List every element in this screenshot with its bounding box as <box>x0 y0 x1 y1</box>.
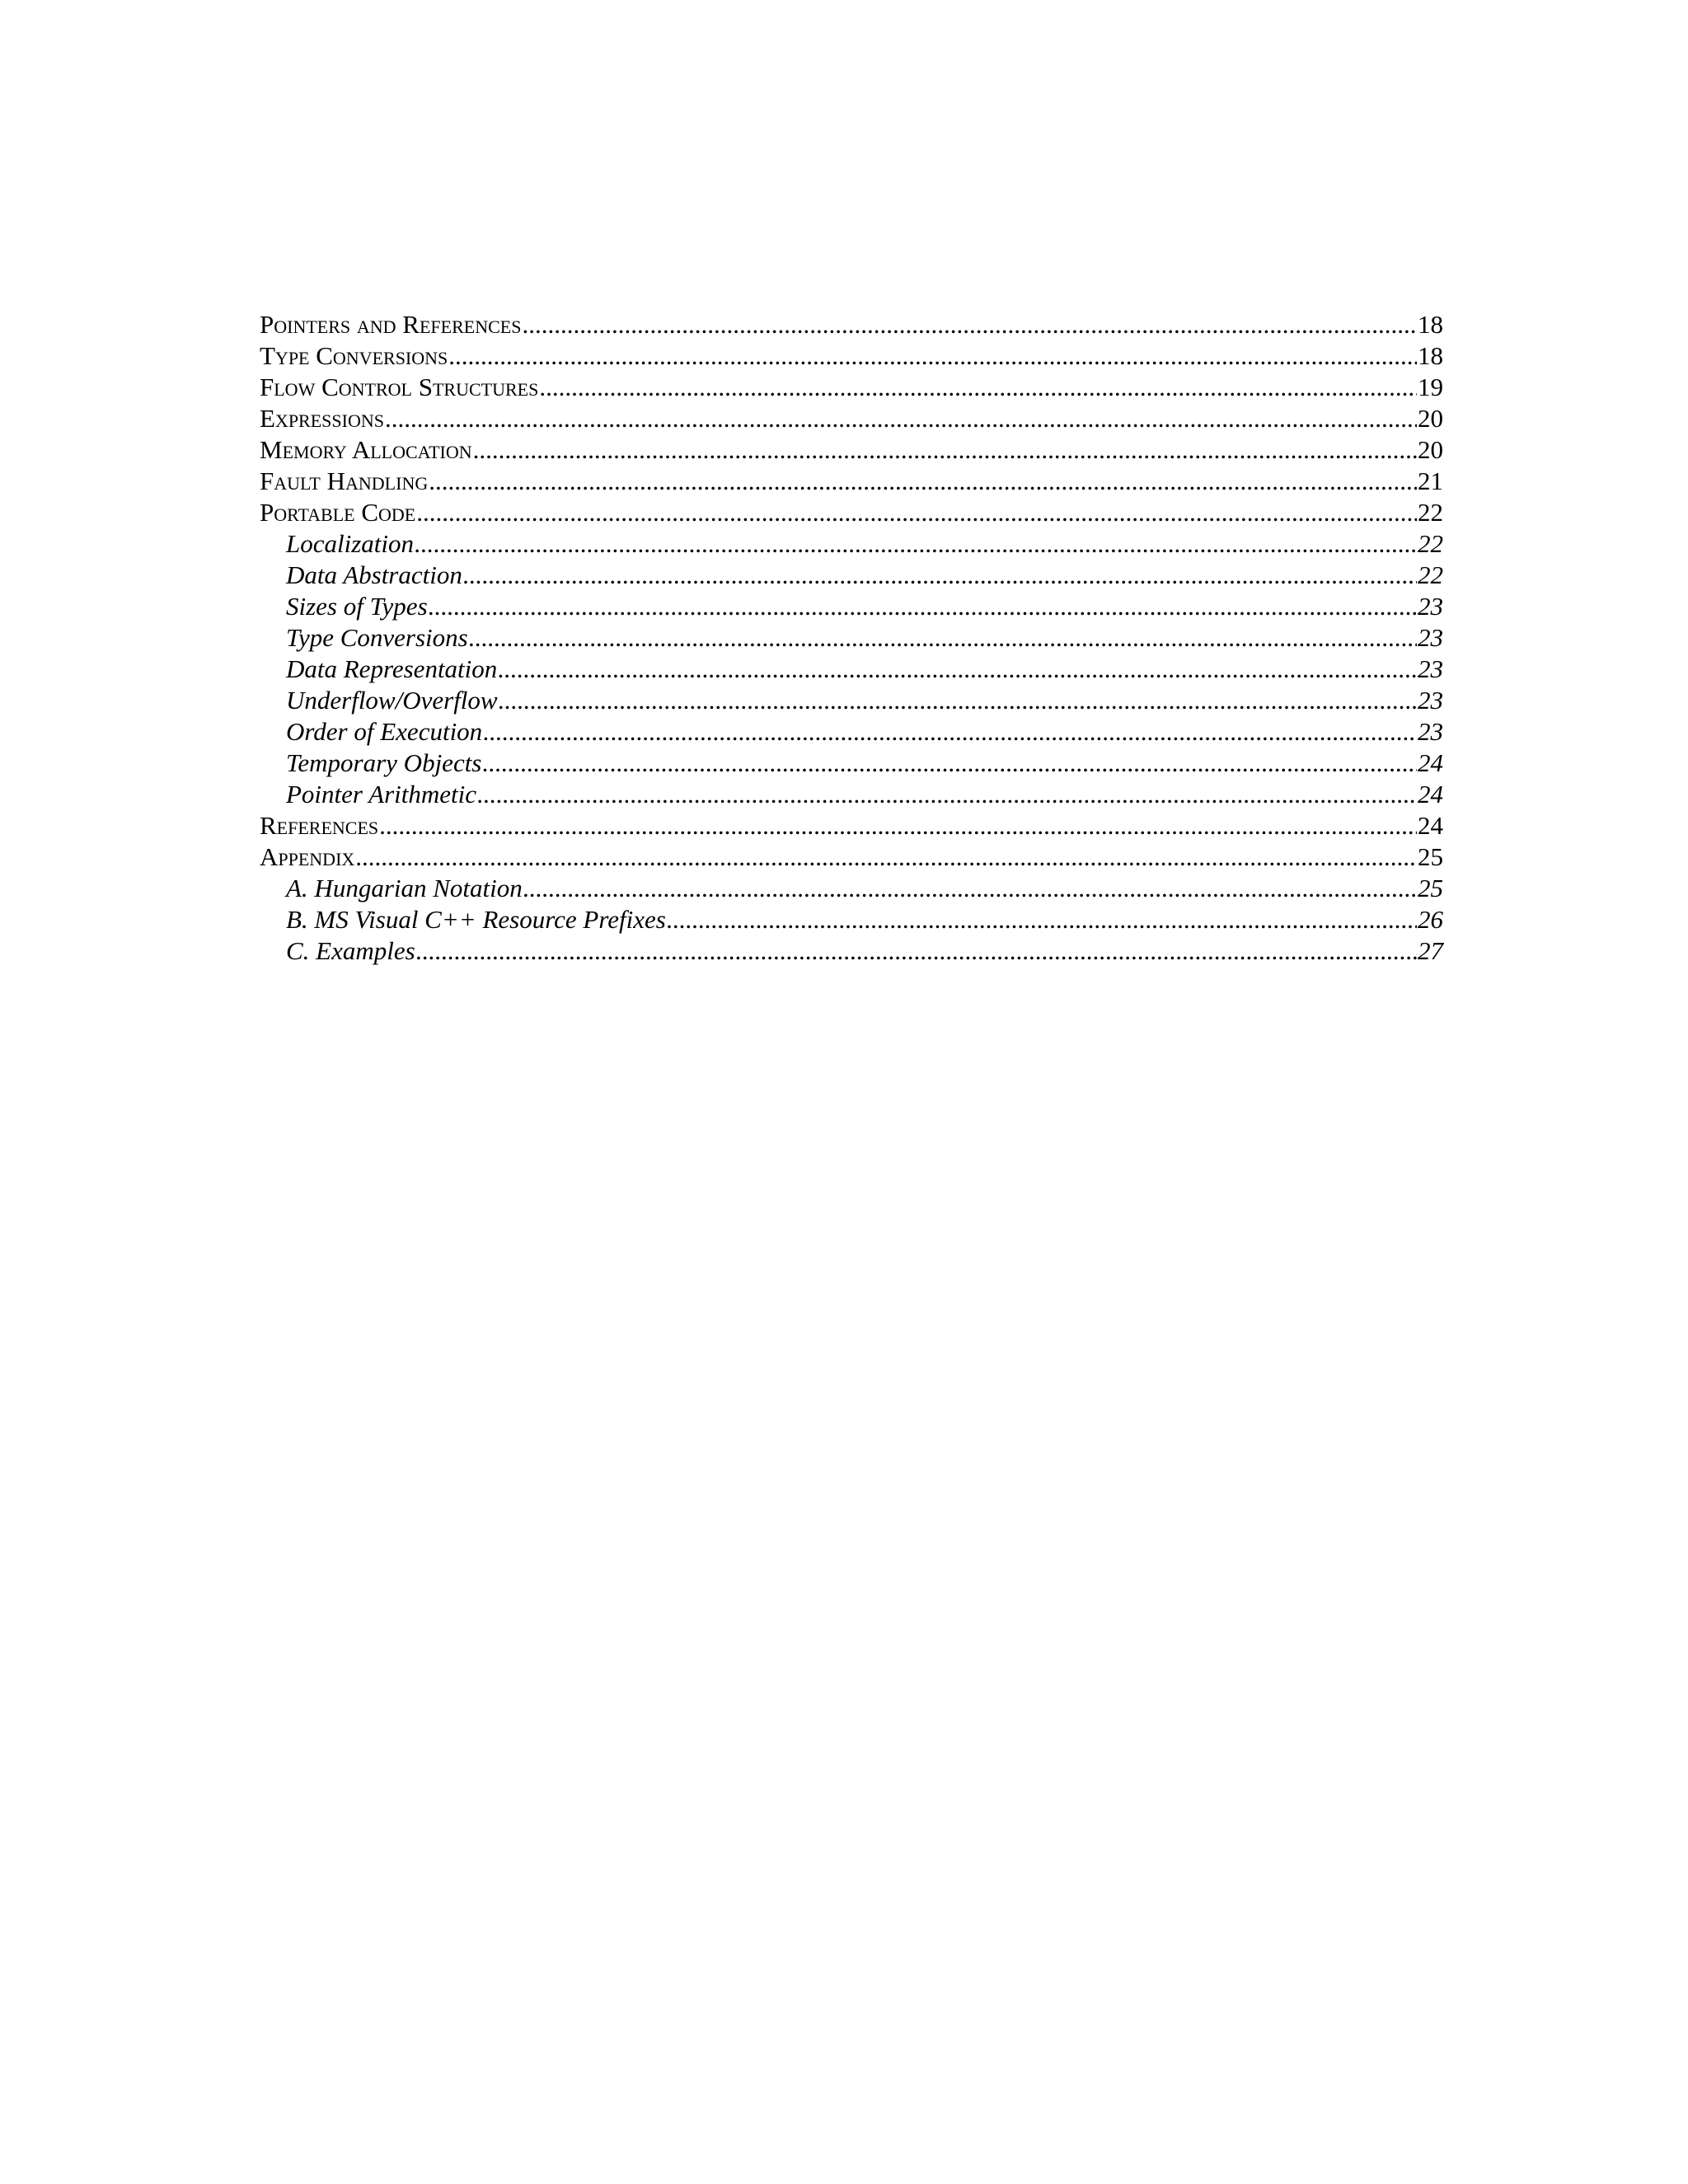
toc-entry[interactable] <box>260 841 1443 873</box>
toc-entry-page-number: 22 <box>1418 498 1443 527</box>
toc-entry-page-number: 24 <box>1418 780 1443 808</box>
table-of-contents <box>260 309 1443 967</box>
toc-entry[interactable] <box>260 528 1443 560</box>
toc-entry-title: Memory Allocation <box>260 435 472 464</box>
toc-entry-title: Data Representation <box>286 654 498 683</box>
toc-dot-leader <box>483 716 1417 748</box>
toc-entry-page-number: 23 <box>1418 654 1443 683</box>
toc-entry-page-number: 21 <box>1418 466 1443 495</box>
toc-entry-title: Type Conversions <box>260 341 448 370</box>
toc-entry-title: Appendix <box>260 842 355 871</box>
toc-entry-title: Pointers and References <box>260 310 522 339</box>
toc-entry-title: References <box>260 811 379 840</box>
toc-entry-page-number: 18 <box>1418 341 1443 370</box>
toc-dot-leader <box>463 560 1417 591</box>
toc-dot-leader <box>415 528 1417 560</box>
toc-entry[interactable] <box>260 904 1443 935</box>
toc-entry-title: B. MS Visual C++ Resource Prefixes <box>286 905 666 934</box>
toc-entry[interactable] <box>260 810 1443 841</box>
toc-entry-title: Localization <box>286 529 415 558</box>
toc-entry[interactable] <box>260 654 1443 685</box>
toc-dot-leader <box>498 654 1417 685</box>
toc-entry[interactable] <box>260 434 1443 466</box>
toc-entry-title: Flow Control Structures <box>260 373 539 401</box>
toc-entry-title: Underflow/Overflow <box>286 686 498 715</box>
toc-entry-title: Portable Code <box>260 498 416 527</box>
toc-dot-leader <box>429 591 1417 622</box>
toc-entry[interactable] <box>260 309 1443 340</box>
toc-dot-leader <box>429 466 1417 497</box>
toc-entry-page-number: 18 <box>1418 310 1443 339</box>
toc-entry[interactable] <box>260 873 1443 904</box>
toc-entry-title: C. Examples <box>286 936 415 965</box>
toc-entry[interactable] <box>260 466 1443 497</box>
toc-entry-title: Sizes of Types <box>286 592 428 621</box>
toc-entry-page-number: 24 <box>1418 748 1443 777</box>
toc-entry-page-number: 25 <box>1418 842 1443 871</box>
toc-entry-title: Order of Execution <box>286 717 483 746</box>
toc-dot-leader <box>667 904 1417 935</box>
toc-entry-title: Temporary Objects <box>286 748 482 777</box>
toc-dot-leader <box>499 685 1417 716</box>
toc-entry[interactable] <box>260 591 1443 622</box>
toc-entry[interactable] <box>260 622 1443 654</box>
toc-entry-page-number: 23 <box>1418 592 1443 621</box>
toc-entry-title: Fault Handling <box>260 466 429 495</box>
toc-entry-title: A. Hungarian Notation <box>286 874 523 902</box>
toc-entry[interactable] <box>260 403 1443 434</box>
toc-entry-page-number: 24 <box>1418 811 1443 840</box>
toc-entry-title: Expressions <box>260 404 384 433</box>
toc-entry-title: Pointer Arithmetic <box>286 780 477 808</box>
toc-entry[interactable] <box>260 748 1443 779</box>
toc-entry-page-number: 22 <box>1418 560 1443 589</box>
toc-entry-page-number: 23 <box>1418 717 1443 746</box>
toc-entry-page-number: 26 <box>1418 905 1443 934</box>
toc-dot-leader <box>482 748 1417 779</box>
toc-dot-leader <box>416 497 1417 528</box>
toc-entry-page-number: 23 <box>1418 623 1443 652</box>
toc-entry[interactable] <box>260 685 1443 716</box>
toc-dot-leader <box>385 403 1417 434</box>
toc-dot-leader <box>416 935 1417 967</box>
toc-dot-leader <box>477 779 1417 810</box>
toc-dot-leader <box>539 372 1417 403</box>
toc-dot-leader <box>379 810 1417 841</box>
toc-entry-page-number: 25 <box>1418 874 1443 902</box>
toc-entry-page-number: 20 <box>1418 435 1443 464</box>
toc-dot-leader <box>473 434 1417 466</box>
toc-entry-title: Type Conversions <box>286 623 468 652</box>
toc-entry[interactable] <box>260 716 1443 748</box>
toc-entry-page-number: 23 <box>1418 686 1443 715</box>
toc-entry[interactable] <box>260 935 1443 967</box>
toc-entry-title: Data Abstraction <box>286 560 462 589</box>
toc-dot-leader <box>448 340 1417 372</box>
toc-dot-leader <box>355 841 1417 873</box>
toc-entry-page-number: 27 <box>1418 936 1443 965</box>
toc-entry[interactable] <box>260 372 1443 403</box>
toc-dot-leader <box>469 622 1417 654</box>
toc-dot-leader <box>522 309 1417 340</box>
toc-entry[interactable] <box>260 779 1443 810</box>
toc-entry[interactable] <box>260 340 1443 372</box>
toc-entry[interactable] <box>260 560 1443 591</box>
toc-entry-page-number: 22 <box>1418 529 1443 558</box>
toc-entry-page-number: 19 <box>1418 373 1443 401</box>
toc-entry[interactable] <box>260 497 1443 528</box>
toc-entry-page-number: 20 <box>1418 404 1443 433</box>
toc-dot-leader <box>523 873 1417 904</box>
